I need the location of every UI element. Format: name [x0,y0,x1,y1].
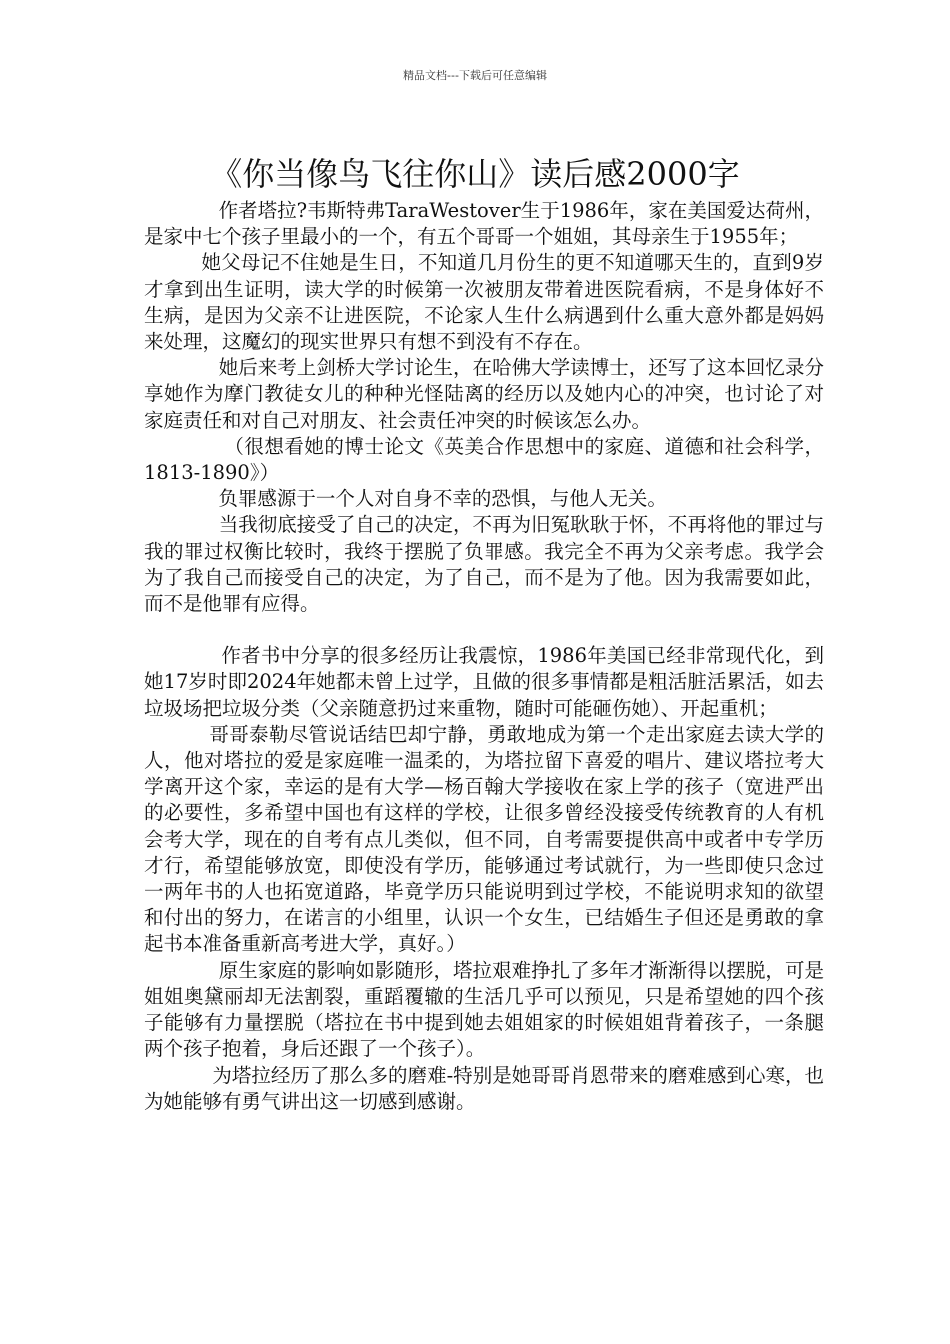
paragraph [144,250,824,355]
paragraph-text: （很想看她的博士论文《英美合作思想中的家庭、道德和社会科学，1813-1890》） [144,434,824,485]
paragraph-indent [144,513,219,536]
paragraph-indent [144,199,219,222]
paragraph [144,198,824,250]
paragraph [144,643,824,722]
paragraph-text: 负罪感源于一个人对自身不幸的恐惧，与他人无关。 [218,487,667,511]
paragraph-indent [144,356,219,379]
paragraph [144,486,824,512]
paragraph-indent [144,487,218,510]
paragraph-indent [144,1064,212,1087]
paragraph [144,958,824,1063]
paragraph [144,722,824,958]
paragraph-text: 她父母记不住她是生日，不知道几月份生的更不知道哪天生的，直到9岁才拿到出生证明，读大学的时候第一次被朋友带着进医院看病，不是身体好不生病，是因为父亲不让进医院，不论家人生什么病遇到什么重大意外都是妈妈来处理，这魔幻的现实世界只有想不到没有不存在。 [144,251,824,354]
paragraph-indent [144,644,221,667]
paragraph [144,617,824,643]
paragraph [144,355,824,434]
paragraph [144,1063,824,1115]
document-body [144,198,824,1115]
paragraph-text: 为塔拉经历了那么多的磨难-特别是她哥哥肖恩带来的磨难感到心寒，也为她能够有勇气讲出这一切感到感谢。 [144,1063,824,1113]
paragraph [144,512,824,617]
paragraph-indent [144,723,209,746]
paragraph-indent [144,435,224,458]
paragraph-text: 作者书中分享的很多经历让我震惊，1986年美国已经非常现代化，到她17岁时即2024年她都未曾上过学，且做的很多事情都是粗活脏活累活，如去垃圾场把垃圾分类（父亲随意扔过来重物，随时可能砸伤她）、开起重机； [144,644,824,720]
paragraph-text: 原生家庭的影响如影随形，塔拉艰难挣扎了多年才渐渐得以摆脱，可是姐姐奥黛丽却无法割裂，重蹈覆辙的生活几乎可以预见，只是希望她的四个孩子能够有力量摆脱（塔拉在书中提到她去姐姐家的时候姐姐背着孩子，一条腿两个孩子抱着，身后还跟了一个孩子）。 [144,958,824,1061]
paragraph-indent [144,959,219,982]
document-title: 《你当像鸟飞往你山》读后感2000字 [210,155,740,194]
paragraph-text: 哥哥泰勒尽管说话结巴却宁静，勇敢地成为第一个走出家庭去读大学的人，他对塔拉的爱是家庭唯一温柔的，为塔拉留下喜爱的唱片、建议塔拉考大学离开这个家，幸运的是有大学—杨百翰大学接收在家上学的孩子（宽进严出的必要性，多希望中国也有这样的学校，让很多曾经没接受传统教育的人有机会考大学，现在的自考有点儿类似，但不同，自考需要提供高中或者中专学历才行，希望能够放宽，即使没有学历，能够通过考试就行，为一些即使只念过一两年书的人也拓宽道路，毕竟学历只能说明到过学校，不能说明求知的欲望和付出的努力，在诺言的小组里，认识一个女生，已结婚生子但还是勇敢的拿起书本准备重新高考进大学，真好。） [144,722,824,956]
paragraph-text: 她后来考上剑桥大学讨论生，在哈佛大学读博士，还写了这本回忆录分享她作为摩门教徒女儿的种种光怪陆离的经历以及她内心的冲突，也讨论了对家庭责任和对自己对朋友、社会责任冲突的时候该怎么办。 [144,356,824,432]
paragraph-text: 当我彻底接受了自己的决定，不再为旧冤耿耿于怀，不再将他的罪过与我的罪过权衡比较时，我终于摆脱了负罪感。我完全不再为父亲考虑。我学会为了我自己而接受自己的决定，为了自己，而不是为了他。因为我需要如此，而不是他罪有应得。 [144,513,824,616]
paragraph-indent [144,251,201,274]
header-note: 精品文档---下载后可任意编辑 [403,69,547,82]
paragraph [144,434,824,486]
paragraph-text: 作者塔拉?韦斯特弗TaraWestover生于1986年，家在美国爱达荷州，是家中七个孩子里最小的一个，有五个哥哥一个姐姐，其母亲生于1955年； [144,199,824,249]
